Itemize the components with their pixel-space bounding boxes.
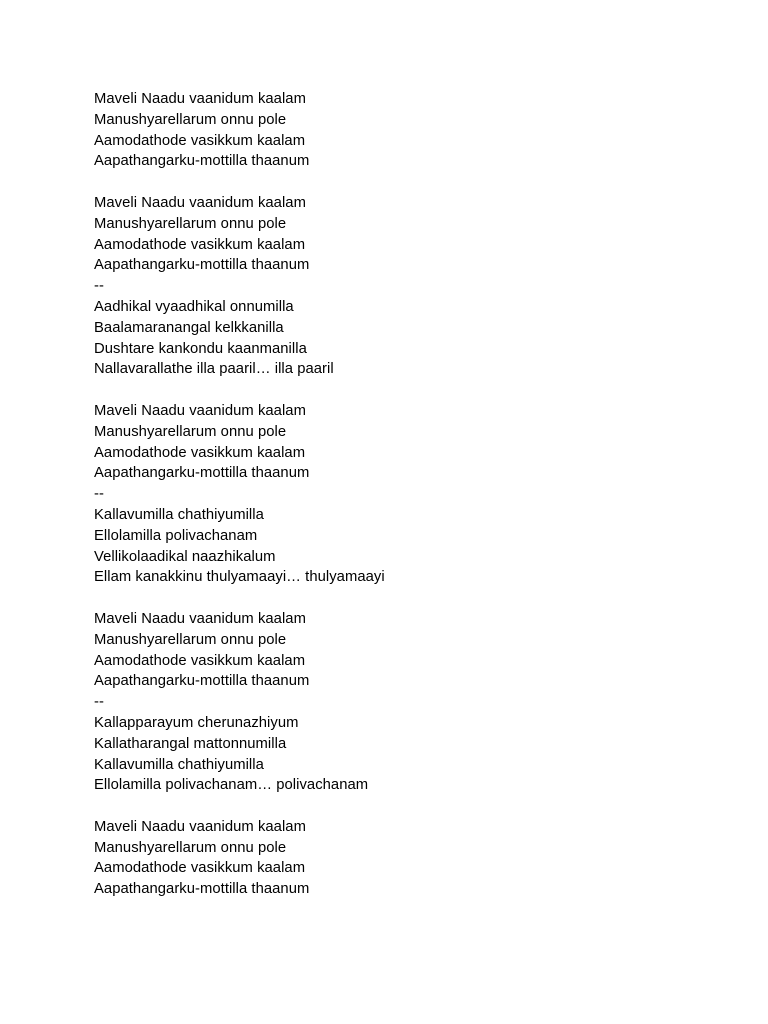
lyric-line: Manushyarellarum onnu pole <box>94 215 287 232</box>
chorus-stanza <box>94 193 714 276</box>
lyric-line: Maveli Naadu vaanidum kaalam <box>94 818 306 835</box>
lyric-line: Manushyarellarum onnu pole <box>94 111 287 128</box>
lyric-line: Aamodathode vasikkum kaalam <box>94 652 306 669</box>
stanza-separator: -- <box>94 694 104 711</box>
stanza-gap <box>94 588 714 609</box>
lyric-line: Ellolamilla polivachanam <box>94 527 258 544</box>
stanza-separator: -- <box>94 486 104 503</box>
lyric-line: Aamodathode vasikkum kaalam <box>94 132 306 149</box>
lyric-line: Aapathangarku-mottilla thaanum <box>94 881 310 898</box>
lyric-line: Ellolamilla polivachanam… polivachanam <box>94 777 369 794</box>
lyric-line: Aamodathode vasikkum kaalam <box>94 860 306 877</box>
lyric-line: Aamodathode vasikkum kaalam <box>94 444 306 461</box>
lyric-line: Aapathangarku-mottilla thaanum <box>94 673 310 690</box>
lyric-line: Kallapparayum cherunazhiyum <box>94 714 299 731</box>
stanza-gap <box>94 172 714 193</box>
lyric-line: Maveli Naadu vaanidum kaalam <box>94 402 306 419</box>
lyric-line: Nallavarallathe illa paaril… illa paaril <box>94 361 334 378</box>
chorus-stanza <box>94 89 714 172</box>
lyric-line: Ellam kanakkinu thulyamaayi… thulyamaayi <box>94 569 385 586</box>
lyric-line: Manushyarellarum onnu pole <box>94 423 287 440</box>
lyric-line: Maveli Naadu vaanidum kaalam <box>94 194 306 211</box>
lyric-line: Dushtare kankondu kaanmanilla <box>94 340 307 357</box>
lyric-line: Baalamaranangal kelkkanilla <box>94 319 284 336</box>
lyric-line: Aapathangarku-mottilla thaanum <box>94 465 310 482</box>
lyric-line: Maveli Naadu vaanidum kaalam <box>94 610 306 627</box>
lyric-line: Maveli Naadu vaanidum kaalam <box>94 91 306 107</box>
lyrics-body <box>94 89 714 900</box>
lyric-line: Aadhikal vyaadhikal onnumilla <box>94 298 294 315</box>
lyric-line: Aapathangarku-mottilla thaanum <box>94 257 310 274</box>
lyric-line: Kallavumilla chathiyumilla <box>94 506 264 523</box>
stanza-separator: -- <box>94 278 104 295</box>
lyric-line: Manushyarellarum onnu pole <box>94 839 287 856</box>
stanza-gap <box>94 380 714 401</box>
verse-stanza <box>94 297 714 380</box>
lyric-line: Kallavumilla chathiyumilla <box>94 756 264 773</box>
chorus-stanza <box>94 817 714 900</box>
chorus-stanza <box>94 609 714 692</box>
stanza-gap <box>94 796 714 817</box>
lyric-line: Manushyarellarum onnu pole <box>94 631 287 648</box>
lyric-line: Vellikolaadikal naazhikalum <box>94 548 276 565</box>
chorus-stanza <box>94 401 714 484</box>
verse-stanza <box>94 713 714 796</box>
verse-stanza <box>94 505 714 588</box>
lyric-line: Aamodathode vasikkum kaalam <box>94 236 306 253</box>
lyric-line: Aapathangarku-mottilla thaanum <box>94 153 310 170</box>
lyric-line: Kallatharangal mattonnumilla <box>94 735 287 752</box>
